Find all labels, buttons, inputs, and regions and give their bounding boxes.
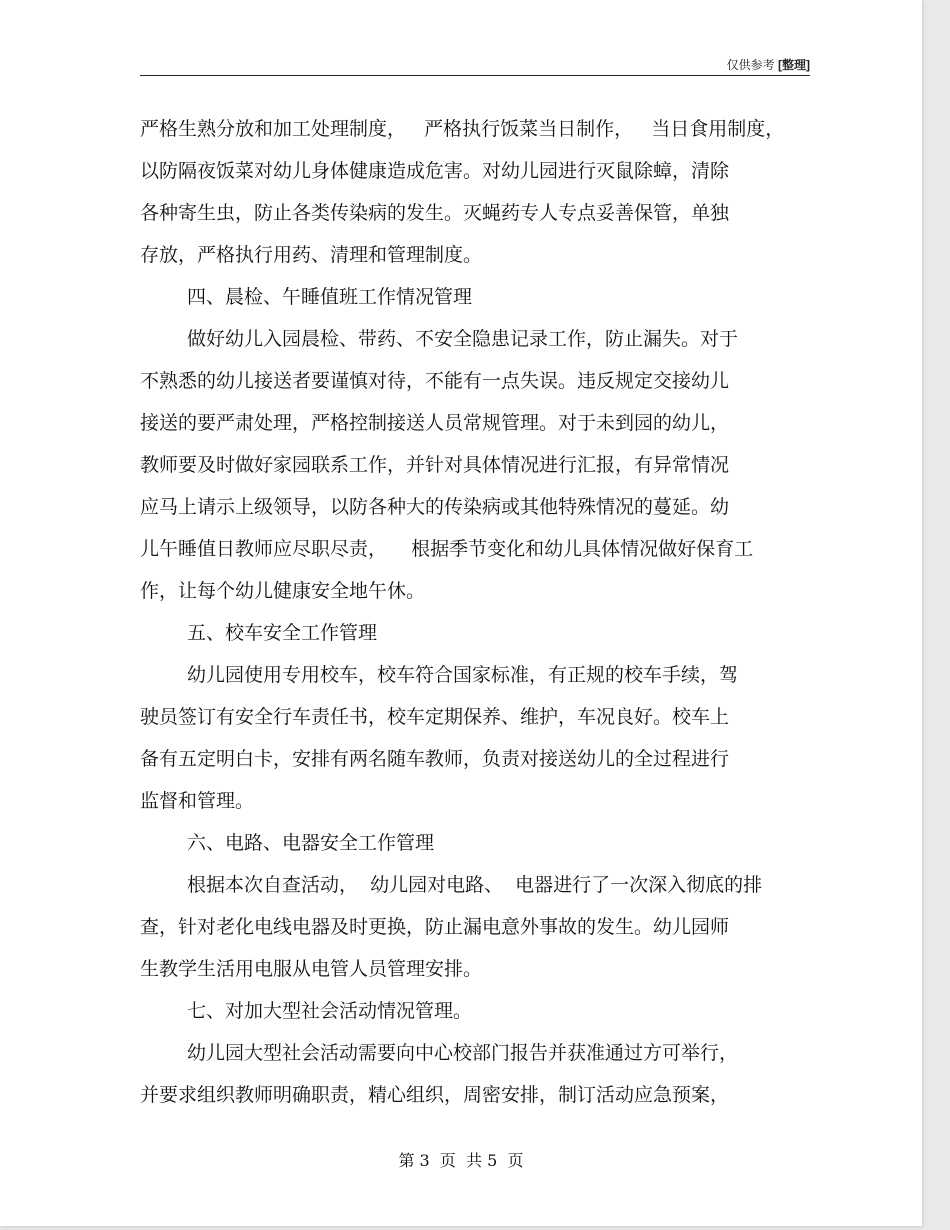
text-line: 做好幼儿入园晨检、带药、不安全隐患记录工作，防止漏失。对于 bbox=[187, 328, 739, 350]
text-line: 存放，严格执行用药、清理和管理制度。 bbox=[140, 244, 483, 266]
text-line: 幼儿园大型社会活动需要向中心校部门报告并获准通过方可举行， bbox=[187, 1042, 739, 1064]
text-line: 监督和管理。 bbox=[140, 790, 255, 812]
text-line: 不熟悉的幼儿接送者要谨慎对待，不能有一点失误。违反规定交接幼儿 bbox=[140, 370, 730, 392]
text-line: 应马上请示上级领导，以防各种大的传染病或其他特殊情况的蔓延。幼 bbox=[140, 496, 730, 518]
text-line: 接送的要严肃处理，严格控制接送人员常规管理。对于未到园的幼儿， bbox=[140, 412, 730, 434]
text-line: 五、校车安全工作管理 bbox=[187, 622, 378, 644]
document-body bbox=[140, 108, 820, 1116]
text-line: 作，让每个幼儿健康安全地午休。 bbox=[140, 580, 426, 602]
page-footer: 第 3 页 共 5 页 bbox=[398, 1151, 524, 1170]
text-line: 六、电路、电器安全工作管理 bbox=[187, 832, 435, 854]
text-line: 幼儿园使用专用校车，校车符合国家标准，有正规的校车手续，驾 bbox=[187, 664, 739, 686]
header-bracket-label: [整理] bbox=[778, 58, 810, 72]
text-line: 并要求组织教师明确职责，精心组织，周密安排，制订活动应急预案， bbox=[140, 1084, 730, 1106]
text-line: 教师要及时做好家园联系工作，并针对具体情况进行汇报，有异常情况 bbox=[140, 454, 730, 476]
text-line: 四、晨检、午睡值班工作情况管理 bbox=[187, 286, 473, 308]
text-line: 根据本次自查活动， 幼儿园对电路、 电器进行了一次深入彻底的排 bbox=[187, 874, 763, 896]
text-line: 七、对加大型社会活动情况管理。 bbox=[187, 1000, 473, 1022]
text-line: 严格生熟分放和加工处理制度， 严格执行饭菜当日制作， 当日食用制度， bbox=[140, 118, 785, 140]
text-line: 查，针对老化电线电器及时更换，防止漏电意外事故的发生。幼儿园师 bbox=[140, 916, 730, 938]
text-line: 儿午睡值日教师应尽职尽责， 根据季节变化和幼儿具体情况做好保育工 bbox=[140, 538, 754, 560]
text-line: 以防隔夜饭菜对幼儿身体健康造成危害。对幼儿园进行灭鼠除蟑，清除 bbox=[140, 160, 730, 182]
header-text: 仅供参考 bbox=[726, 58, 775, 72]
text-line: 驶员签订有安全行车责任书，校车定期保养、维护，车况良好。校车上 bbox=[140, 706, 730, 728]
text-line: 各种寄生虫，防止各类传染病的发生。灭蝇药专人专点妥善保管，单独 bbox=[140, 202, 730, 224]
page-header bbox=[140, 55, 810, 76]
text-line: 生教学生活用电服从电管人员管理安排。 bbox=[140, 958, 483, 980]
text-line: 备有五定明白卡，安排有两名随车教师，负责对接送幼儿的全过程进行 bbox=[140, 748, 730, 770]
